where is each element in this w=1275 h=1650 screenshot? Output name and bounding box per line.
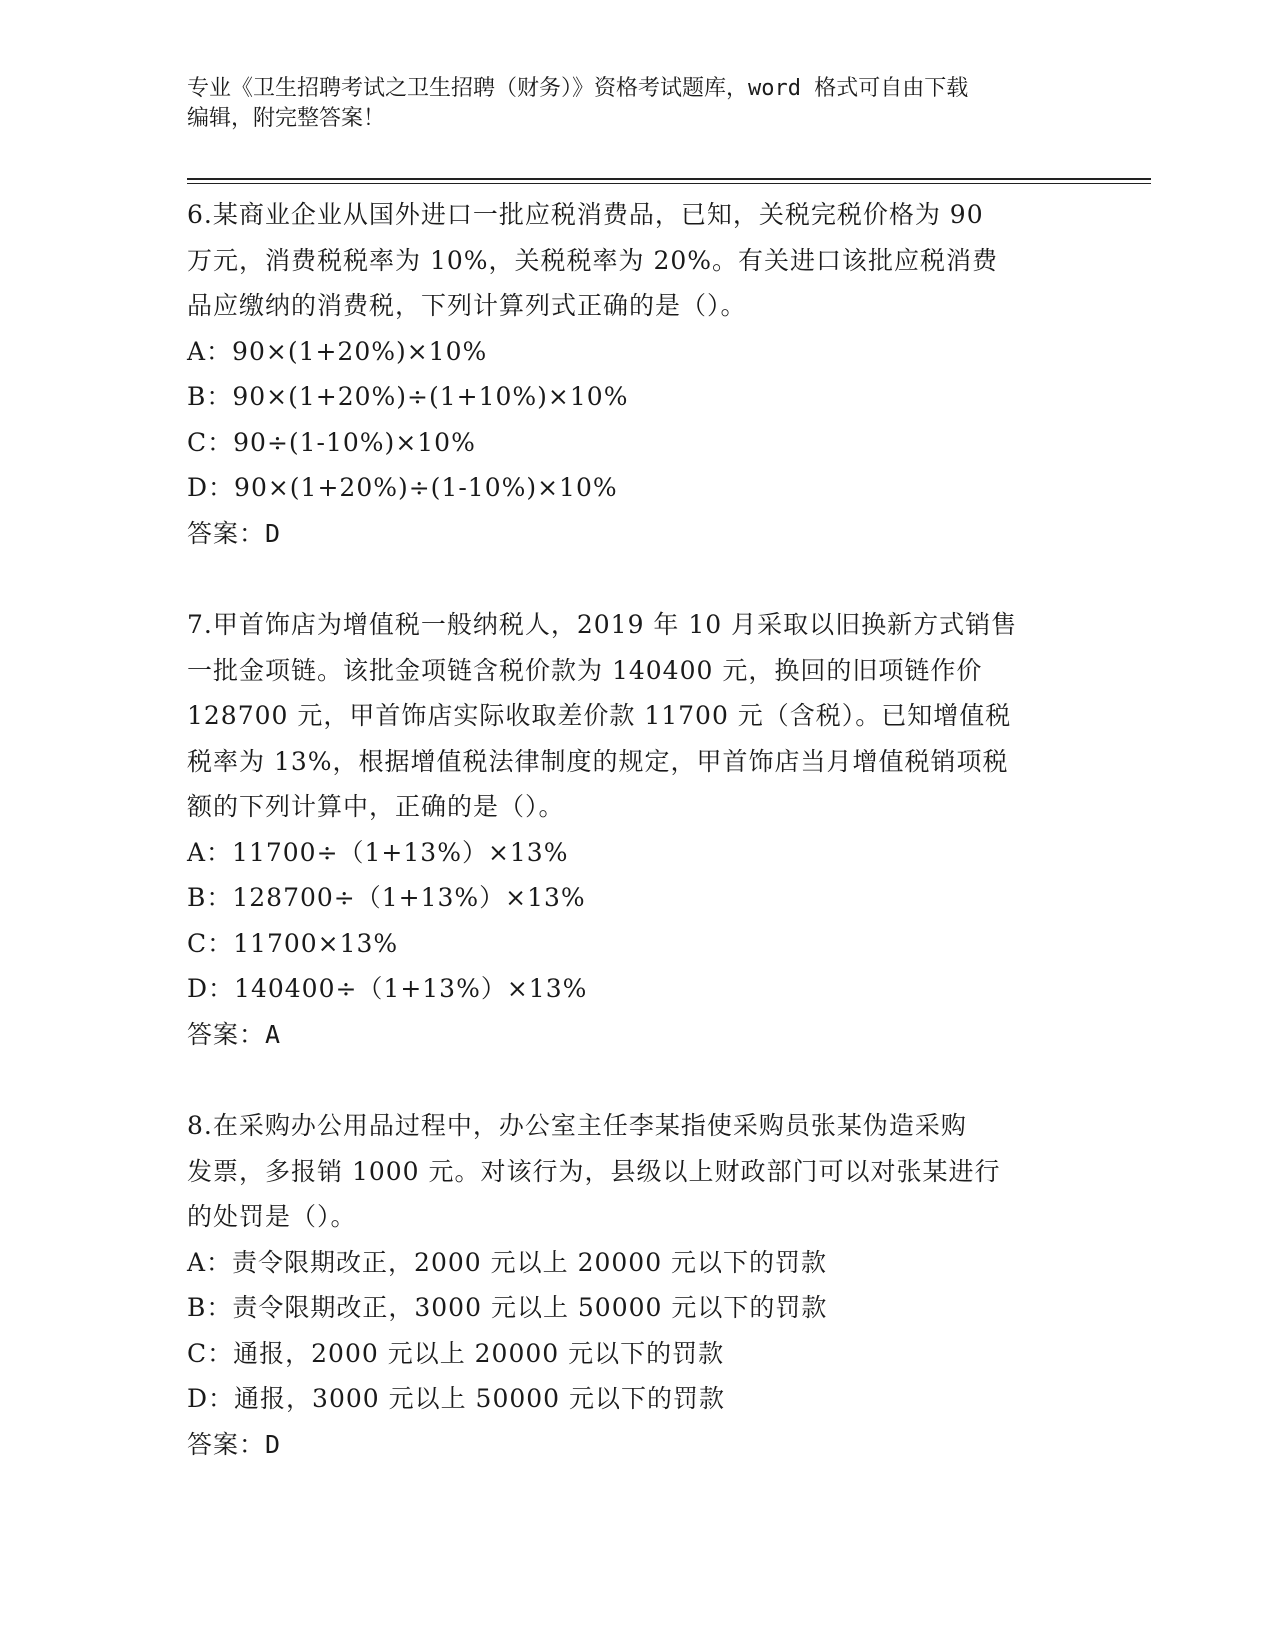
document-header	[187, 74, 1087, 134]
option-d: D：140400÷（1+13%）×13%	[187, 974, 588, 1003]
option-c: C：90÷(1-10%)×10%	[187, 427, 476, 457]
answer: 答案：D	[187, 518, 282, 548]
question-stem-line: 万元，消费税税率为 10%，关税税率为 20%。有关进口该批应税消费	[187, 245, 999, 275]
question-stem-line: 的处罚是（）。	[187, 1202, 357, 1231]
question-8	[187, 1103, 1087, 1467]
option-d: D：90×(1+20%)÷(1-10%)×10%	[187, 473, 618, 502]
question-stem-line: 发票，多报销 1000 元。对该行为，县级以上财政部门可以对张某进行	[187, 1156, 1001, 1186]
option-c: C：11700×13%	[187, 928, 399, 958]
answer: 答案：A	[187, 1019, 282, 1049]
question-7	[187, 602, 1087, 1057]
divider-thin	[187, 183, 1151, 184]
divider-thick	[187, 178, 1151, 180]
question-list	[187, 192, 1087, 1513]
option-a: A：11700÷（1+13%）×13%	[187, 837, 569, 867]
option-a: A：责令限期改正，2000 元以上 20000 元以下的罚款	[187, 1247, 828, 1277]
question-stem-line: 8.在采购办公用品过程中，办公室主任李某指使采购员张某伪造采购	[187, 1111, 967, 1140]
question-stem-line: 6.某商业企业从国外进口一批应税消费品，已知，关税完税价格为 90	[187, 200, 984, 229]
option-d: D：通报，3000 元以上 50000 元以下的罚款	[187, 1384, 726, 1413]
answer: 答案：D	[187, 1429, 282, 1459]
header-divider	[187, 178, 1151, 184]
question-stem-line: 128700 元，甲首饰店实际收取差价款 11700 元（含税）。已知增值税	[187, 701, 1012, 730]
question-6	[187, 192, 1087, 556]
option-c: C：通报，2000 元以上 20000 元以下的罚款	[187, 1338, 725, 1368]
option-b: B：128700÷（1+13%）×13%	[187, 883, 586, 912]
question-stem-line: 额的下列计算中，正确的是（）。	[187, 792, 565, 821]
question-stem-line: 7.甲首饰店为增值税一般纳税人，2019 年 10 月采取以旧换新方式销售	[187, 610, 1018, 639]
option-a: A：90×(1+20%)×10%	[187, 336, 488, 366]
option-b: B：责令限期改正，3000 元以上 50000 元以下的罚款	[187, 1293, 828, 1322]
option-b: B：90×(1+20%)÷(1+10%)×10%	[187, 382, 629, 411]
question-stem-line: 税率为 13%，根据增值税法律制度的规定，甲首饰店当月增值税销项税	[187, 746, 1009, 776]
header-line-1: 专业《卫生招聘考试之卫生招聘（财务）》资格考试题库，word 格式可自由下载	[187, 76, 969, 101]
question-stem-line: 一批金项链。该批金项链含税价款为 140400 元，换回的旧项链作价	[187, 655, 983, 685]
header-line-2: 编辑，附完整答案！	[187, 106, 386, 131]
question-stem-line: 品应缴纳的消费税，下列计算列式正确的是（）。	[187, 291, 747, 320]
